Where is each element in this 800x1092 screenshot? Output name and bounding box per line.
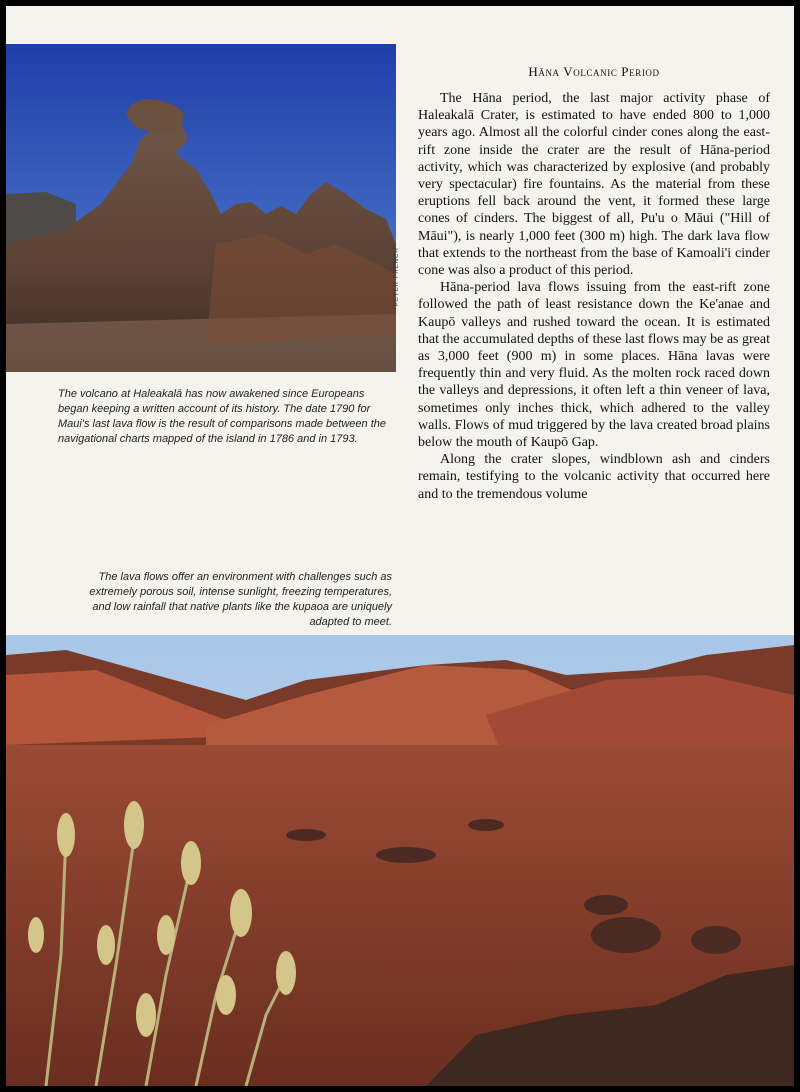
bottom-photo-caption: The lava flows offer an environment with challenges such as extremely porous soil, intense sunlight, freezing temperatures, and low rainfall that native plants like the kupaoa are uniquely adapted to meet. [89,571,392,628]
section-heading: Hāna Volcanic Period [528,64,660,79]
paragraph: Along the crater slopes, windblown ash and cinders remain, testifying to the volcanic activity that occurred here and to the tremendous volume [418,452,770,502]
top-photo-caption: The volcano at Haleakalā has now awakened since Europeans began keeping a written account of its history. The date 1790 for Maui's last lava flow is the result of comparisons made between the navigational charts mapped of the island in 1786 and in 1793. [58,388,386,445]
crater-landscape-photo [6,635,794,1086]
paragraph: Hāna-period lava flows issuing from the east-rift zone followed the path of least resistance down the Ke'anae and Kaupō valleys and rushed toward the ocean. It is estimated that the accumulated depths of these last flows may be as great as 3,000 feet (900 m) in some places. Hāna lavas were frequently thin and very fluid. As the molten rock raced down the valleys and depressions, it often left a thin veneer of lava, sometimes only inches thick, which adhered to the valley walls. Flows of mud triggered by the lava created broad plains below the mouth of Kaupō Gap. [418,280,770,451]
lava-spire-photo [6,44,396,372]
article [418,64,770,503]
photo-credit: PETER FRENCH [394,247,400,306]
book-page [6,6,794,1086]
paragraph: The Hāna period, the last major activity phase of Haleakalā Crater, is estimated to have ended 800 to 1,000 years ago. Almost all the colorful cinder cones along the east-rift zone inside the crater are the result of Hāna-period activity, which was characterized by explosive (and probably very spectacular) fire fountains. As the material from these eruptions fell back around the vent, it formed these large cones of cinders. The biggest of all, Pu'u o Māui ("Hill of Māui"), is nearly 1,000 feet (300 m) high. The dark lava flow that extends to the northeast from the base of Kamoali'i cinder cone was also a product of this period. [418,91,770,279]
